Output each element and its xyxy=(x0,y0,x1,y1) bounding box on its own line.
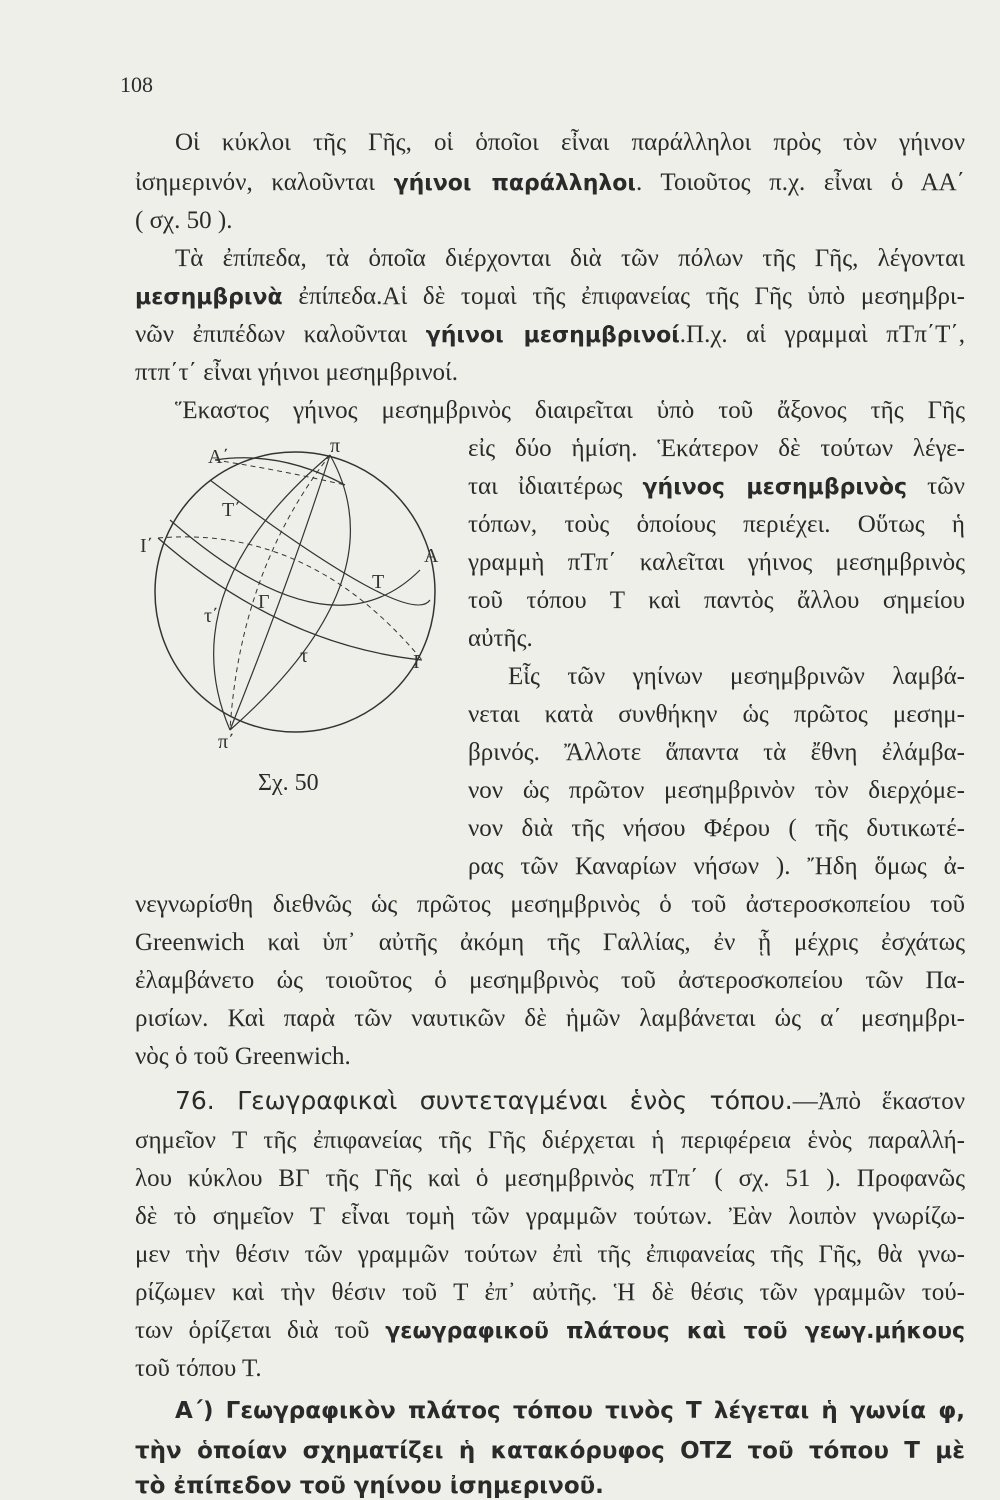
section76-line2: σημεῖον Τ τῆς ἐπιφανείας τῆς Γῆς διέρχεται ἡ περιφέρεια ἑνὸς παραλλή- xyxy=(135,1127,965,1154)
definition-line1: Α΄) Γεωγραφικὸν πλάτος τόπου τινὸς Τ λέγεται ἡ γωνία φ, xyxy=(175,1398,965,1424)
para4-line10: ρισίων. Καὶ παρὰ τῶν ναυτικῶν δὲ ἡμῶν λαμβάνεται ὡς α΄ μεσημβρι- xyxy=(135,1005,965,1032)
figure-caption: Σχ. 50 xyxy=(258,770,319,796)
para2-text-a: νῶν ἐπιπέδων καλοῦνται xyxy=(135,321,426,348)
para3-text-c: τῶν xyxy=(907,473,965,500)
para2-text: ἐπίπεδα.Αἱ δὲ τομαὶ τῆς ἐπιφανείας τῆς Γῆς ὑπὸ μεσημβρι- xyxy=(282,283,965,310)
label-pi-prime: π΄ xyxy=(218,731,235,753)
equator-back xyxy=(158,537,422,660)
para4-line7: νεγνωρίσθη διεθνῶς ὡς πρῶτος μεσημβρινὸς ὁ τοῦ ἀστεροσκοπείου τοῦ xyxy=(135,891,965,918)
label-tau: τ xyxy=(300,645,309,667)
para2-line2 xyxy=(135,282,965,313)
parallel-aa-back xyxy=(215,460,345,485)
label-a: Α xyxy=(424,545,439,567)
section76-line7 xyxy=(135,1316,965,1347)
para4-line1: Εἷς τῶν γηίνων μεσημβρινῶν λαμβά- xyxy=(508,663,965,690)
globe-figure xyxy=(130,430,460,760)
para3-text-a: ται ἰδιαιτέρως xyxy=(468,473,643,500)
para2-line4: πτπ΄τ΄ εἶναι γήινοι μεσημβρινοί. xyxy=(135,359,459,386)
para3-line6: τοῦ τόπου Τ καὶ παντὸς ἄλλου σημείου xyxy=(468,587,965,614)
label-t-prime: Τ΄ xyxy=(222,499,241,521)
para4-line8: Greenwich καὶ ὑπ᾿ αὐτῆς ἀκόμη τῆς Γαλλίας, ἐν ᾗ μέχρις ἐσχάτως xyxy=(135,929,965,956)
para3-line7: αὐτῆς. xyxy=(468,625,533,652)
definition-line2: τὴν ὁποίαν σχηματίζει ἡ κατακόρυφος ΟΤΖ τοῦ τόπου Τ μὲ xyxy=(135,1438,965,1464)
section76-heading: 76. Γεωγραφικαὶ συντεταγμέναι ἑνὸς τόπου. xyxy=(175,1086,793,1115)
para4-line5: νον διὰ τῆς νήσου Φέρου ( τῆς δυτικωτέ- xyxy=(468,815,965,842)
para1-text: ἰσημερινόν, καλοῦνται xyxy=(135,169,394,196)
para2-line3 xyxy=(135,320,965,351)
term-meridians: γήινοι μεσημβρινοί xyxy=(425,323,680,348)
section76-line1 xyxy=(175,1086,965,1117)
para4-line6: ρας τῶν Καναρίων νήσων ). Ἤδη ὅμως ἀ- xyxy=(468,853,965,880)
page-number: 108 xyxy=(120,72,153,97)
meridian-pt xyxy=(230,455,350,730)
term-latitude-longitude: γεωγραφικοῦ πλάτους καὶ τοῦ γεωγ.μήκους xyxy=(385,1319,965,1344)
term-parallels: γήινοι παράλληλοι xyxy=(393,171,636,196)
para4-line4: νον ὡς πρῶτον μεσημβρινὸν τὸν διερχόμε- xyxy=(468,777,965,804)
para3-line2: εἰς δύο ἡμίση. Ἑκάτερον δὲ τούτων λέγε- xyxy=(468,435,965,462)
para3-line3 xyxy=(468,472,965,503)
globe-outline xyxy=(155,452,435,732)
label-a-prime: Α΄ xyxy=(208,446,230,468)
para4-line11: νὸς ὁ τοῦ Greenwich. xyxy=(135,1043,351,1070)
para1-text-end: . Τοιοῦτος π.χ. εἶναι ὁ ΑΑ΄ xyxy=(636,169,966,196)
label-tau-prime: τ΄ xyxy=(204,605,219,627)
para1-line2 xyxy=(135,168,965,199)
para4-line2: νεται κατὰ συνθήκην ὡς πρῶτος μεσημ- xyxy=(468,701,965,728)
equator xyxy=(158,538,422,660)
para3-line4: τόπων, τοὺς ὁποίους περιέχει. Οὕτως ἡ xyxy=(468,511,965,538)
para1-line3: ( σχ. 50 ). xyxy=(135,207,233,234)
definition-line3: τὸ ἐπίπεδον τοῦ γηίνου ἰσημερινοῦ. xyxy=(135,1473,604,1499)
para4-line9: ἐλαμβάνετο ὡς τοιοῦτος ὁ μεσημβρινὸς τοῦ ἀστεροσκοπείου τῶν Πα- xyxy=(135,967,965,994)
para2-line1: Τὰ ἐπίπεδα, τὰ ὁποῖα διέρχονται διὰ τῶν πόλων τῆς Γῆς, λέγονται xyxy=(175,245,965,272)
section76-line8: τοῦ τόπου Τ. xyxy=(135,1355,262,1382)
para1-line1: Οἱ κύκλοι τῆς Γῆς, οἱ ὁποῖοι εἶναι παράλληλοι πρὸς τὸν γήινον xyxy=(175,129,965,156)
section76-line3: λου κύκλου ΒΓ τῆς Γῆς καὶ ὁ μεσημβρινὸς πΤπ΄ ( σχ. 51 ). Προφανῶς xyxy=(135,1165,965,1192)
label-pi: π xyxy=(330,435,341,457)
para3-line1: Ἕκαστος γήινος μεσημβρινὸς διαιρεῖται ὑπὸ τοῦ ἄξονος τῆς Γῆς xyxy=(175,397,965,424)
para2-text-c: .Π.χ. αἱ γραμμαὶ πΤπ΄Τ΄, xyxy=(679,321,965,348)
term-meridian-planes: μεσημβρινὰ xyxy=(135,285,283,310)
section76-line6: ρίζωμεν καὶ τὴν θέσιν τοῦ Τ ἐπ᾿ αὐτῆς. Ἡ δὲ θέσις τῶν γραμμῶν τού- xyxy=(135,1279,965,1306)
para4-line3: βρινός. Ἄλλοτε ἅπαντα τὰ ἔθνη ἐλάμβα- xyxy=(468,739,965,766)
section76-text: —Ἀπὸ ἕκαστον xyxy=(792,1088,965,1115)
term-local-meridian: γήινος μεσημβρινὸς xyxy=(642,475,908,500)
label-gamma: Γ xyxy=(258,591,270,613)
section76-text-a: των ὁρίζεται διὰ τοῦ xyxy=(135,1317,386,1344)
label-t: Τ xyxy=(372,571,385,593)
section76-line4: δὲ τὸ σημεῖον Τ εἶναι τομὴ τῶν γραμμῶν τούτων. Ἐὰν λοιπὸν γνωρίζω- xyxy=(135,1203,965,1230)
label-i-prime: Ι΄ xyxy=(140,535,154,557)
section76-line5: μεν τὴν θέσιν τῶν γραμμῶν τούτων ἐπὶ τῆς ἐπιφανείας τῆς Γῆς, θὰ γνω- xyxy=(135,1241,965,1268)
label-i: Ι xyxy=(413,651,420,673)
para3-line5: γραμμὴ πΤπ΄ καλεῖται γήινος μεσημβρινὸς xyxy=(468,549,965,576)
